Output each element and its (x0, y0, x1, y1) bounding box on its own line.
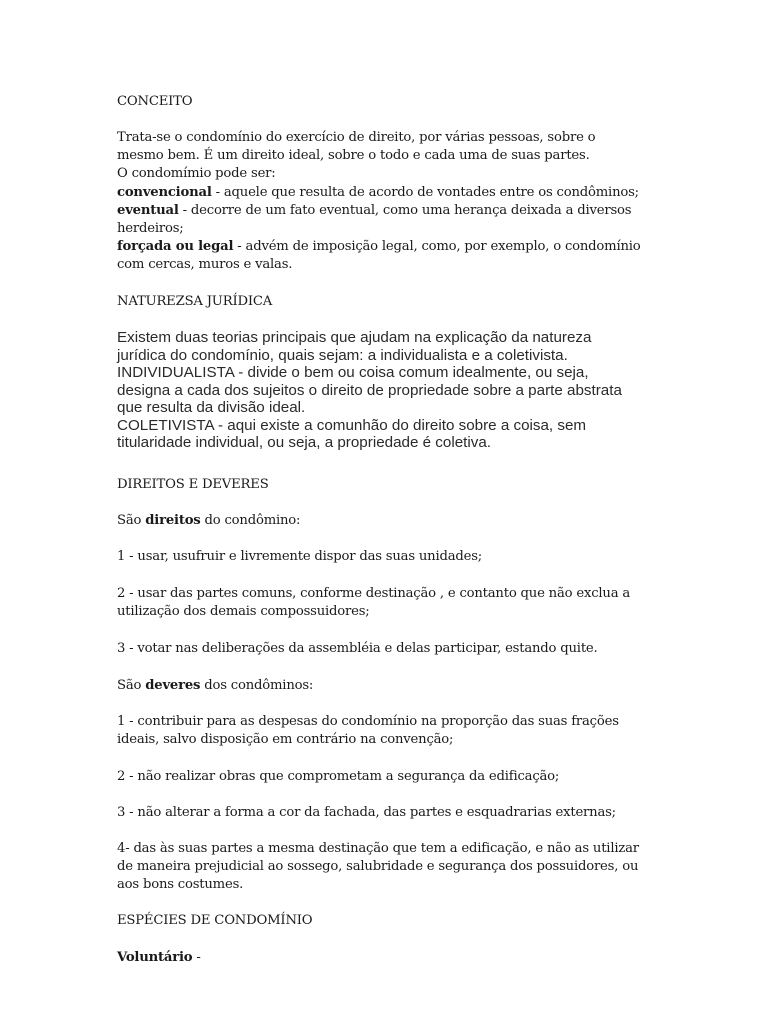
tipo-eventual (117, 202, 657, 220)
dever-line: 1 - contribuir para as despesas do condomínio na proporção das suas frações (117, 714, 619, 729)
conceito-paragraph (117, 129, 657, 275)
tipo-forcada (117, 238, 657, 256)
dever-line: 4- das às suas partes a mesma destinação que tem a edificação, e não as utilizar (117, 841, 639, 856)
direito-line: utilização dos demais compossuidores; (117, 604, 370, 620)
direito-line: 2 - usar das partes comuns, conforme destinação , e contanto que não exclua a (117, 586, 631, 601)
term-desc: - decorre de um fato eventual, como uma herança deixada a diversos (178, 202, 632, 218)
natureza-line: designa a cada dos sujeitos o direito de propriedade sobre a parte abstrata (117, 381, 622, 399)
deveres-intro (117, 677, 657, 695)
natureza-line: INDIVIDUALISTA - divide o bem ou coisa comum idealmente, ou seja, (117, 364, 589, 381)
tipo-convencional (117, 184, 657, 202)
conceito-line: O condomímio pode ser: (117, 166, 276, 182)
dever-line: aos bons costumes. (117, 877, 244, 893)
heading-direitos-deveres: DIREITOS E DEVERES (117, 477, 269, 492)
especie-term: Voluntário (117, 950, 193, 965)
intro-bold: direitos (145, 513, 201, 528)
dever-item: 2 - não realizar obras que comprometam a segurança da edificação; (117, 769, 560, 784)
natureza-line: titularidade individual, ou seja, a propriedade é coletiva. (117, 434, 492, 451)
conceito-line: Trata-se o condomínio do exercício de direito, por várias pessoas, sobre o (117, 130, 596, 145)
natureza-line: Existem duas teorias principais que ajudam na explicação da natureza (117, 329, 592, 346)
intro-text: dos condôminos: (200, 678, 314, 693)
especie-desc: - (192, 950, 201, 965)
intro-text: São (117, 513, 146, 528)
term-bold: convencional (117, 184, 212, 200)
intro-text: do condômino: (200, 513, 301, 528)
term-bold: eventual (117, 202, 179, 218)
heading-conceito: CONCEITO (117, 94, 193, 109)
intro-bold: deveres (145, 678, 201, 693)
conceito-line: mesmo bem. É um direito ideal, sobre o todo e cada uma de suas partes. (117, 148, 590, 164)
dever-item (117, 713, 657, 749)
term-desc: - aquele que resulta de acordo de vontades entre os condôminos; (211, 184, 639, 200)
dever-line: de maneira prejudicial ao sossego, salubridade e segurança dos possuidores, ou (117, 859, 639, 875)
heading-especies: ESPÉCIES DE CONDOMÍNIO (117, 913, 313, 928)
especie-voluntario (117, 949, 657, 967)
dever-line: ideais, salvo disposição em contrário na convenção; (117, 732, 454, 748)
intro-text: São (117, 678, 146, 693)
term-desc: - advém de imposição legal, como, por exemplo, o condomínio (233, 239, 641, 255)
tipo-forcada-cont (117, 256, 657, 274)
direitos-intro (117, 512, 657, 530)
dever-item (117, 840, 657, 895)
natureza-line: jurídica do condomínio, quais sejam: a individualista e a coletivista. (117, 346, 568, 364)
heading-natureza: NATUREZSA JURÍDICA (117, 294, 273, 309)
dever-item: 3 - não alterar a forma a cor da fachada, das partes e esquadrarias externas; (117, 805, 616, 820)
term-desc: com cercas, muros e valas. (117, 257, 293, 273)
natureza-paragraph (117, 329, 657, 452)
direito-item (117, 585, 657, 621)
direito-item: 1 - usar, usufruir e livremente dispor das suas unidades; (117, 549, 483, 564)
natureza-line: COLETIVISTA - aqui existe a comunhão do direito sobre a coisa, sem (117, 416, 587, 434)
tipo-eventual-cont (117, 220, 657, 238)
natureza-line: que resulta da divisão ideal. (117, 399, 306, 416)
direito-item: 3 - votar nas deliberações da assembléia e delas participar, estando quite. (117, 641, 598, 656)
term-bold: forçada ou legal (117, 239, 234, 255)
term-desc: herdeiros; (117, 221, 184, 237)
